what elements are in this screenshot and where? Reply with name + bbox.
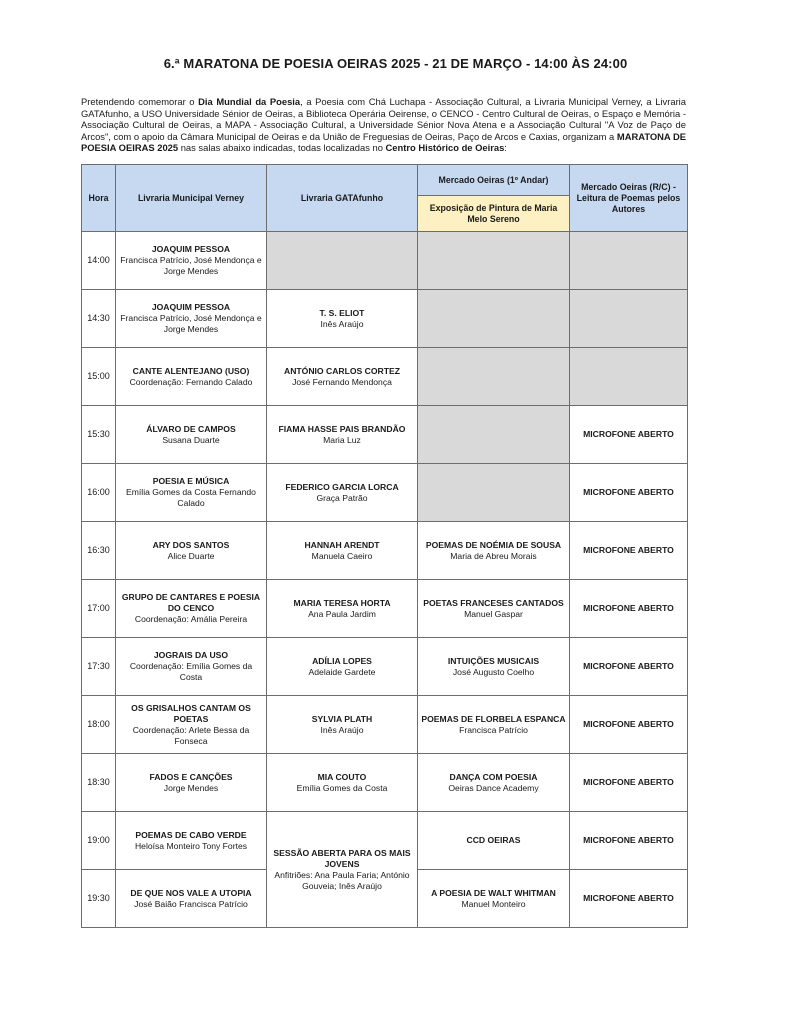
- open-mic-cell: MICROFONE ABERTO: [570, 696, 688, 754]
- event-presenters: Coordenação: Fernando Calado: [129, 376, 253, 387]
- event-title: JOGRAIS DA USO: [153, 650, 229, 660]
- event-title: FADOS E CANÇÕES: [149, 771, 233, 782]
- event-cell-mercado1: [418, 638, 570, 696]
- event-title: INTUIÇÕES MUSICAIS: [447, 655, 540, 666]
- event-presenters: Coordenação: Amália Pereira: [134, 614, 248, 624]
- event-title: OS GRISALHOS CANTAM OS POETAS: [131, 702, 251, 724]
- event-presenters: Inês Araújo: [320, 318, 364, 329]
- event-title: SYLVIA PLATH: [311, 713, 373, 724]
- event-title: MARIA TERESA HORTA: [293, 597, 391, 608]
- empty-slot-cell: [570, 290, 688, 348]
- empty-slot-cell: [418, 464, 570, 522]
- event-cell-verney: [116, 522, 267, 580]
- event-title: POEMAS DE FLORBELA ESPANCA: [421, 713, 566, 724]
- open-mic-cell: MICROFONE ABERTO: [570, 812, 688, 870]
- table-row: [82, 696, 688, 754]
- event-cell-gatafunho: [267, 406, 418, 464]
- event-cell-verney: [116, 580, 267, 638]
- time-cell: 18:00: [82, 696, 116, 754]
- time-cell: 15:00: [82, 348, 116, 406]
- event-title: POEMAS DE NOÉMIA DE SOUSA: [425, 539, 562, 550]
- event-presenters: Graça Patrão: [316, 492, 368, 503]
- empty-slot-cell: [418, 348, 570, 406]
- event-presenters: Alice Duarte: [167, 550, 215, 561]
- open-mic-cell: MICROFONE ABERTO: [570, 522, 688, 580]
- event-presenters: Emília Gomes da Costa: [296, 782, 388, 793]
- event-cell-verney: [116, 290, 267, 348]
- event-cell-verney: [116, 754, 267, 812]
- event-cell-gatafunho: [267, 522, 418, 580]
- intro-text-run: Dia Mundial da Poesia: [198, 96, 301, 107]
- event-cell-verney: [116, 406, 267, 464]
- event-title: DANÇA COM POESIA: [449, 771, 538, 782]
- event-cell-verney: [116, 232, 267, 290]
- event-title: ANTÓNIO CARLOS CORTEZ: [283, 365, 400, 376]
- event-cell-mercado1: [418, 870, 570, 928]
- intro-text-run: MARATONA DE POESIA OEIRAS 2025: [81, 130, 687, 154]
- event-presenters: Maria de Abreu Morais: [450, 550, 537, 561]
- open-mic-cell: MICROFONE ABERTO: [570, 638, 688, 696]
- header-exposicao-pintura: Exposição de Pintura de Maria Melo Sereno: [418, 196, 570, 232]
- event-cell-gatafunho: [267, 348, 418, 406]
- table-row: [82, 754, 688, 812]
- event-presenters: Emília Gomes da Costa Fernando Calado: [126, 487, 256, 508]
- event-title: T. S. ELIOT: [319, 307, 365, 318]
- time-cell: 16:00: [82, 464, 116, 522]
- event-cell-mercado1: [418, 580, 570, 638]
- table-row: [82, 290, 688, 348]
- time-cell: 14:00: [82, 232, 116, 290]
- schedule-table: [81, 164, 688, 928]
- intro-text-run: Pretendendo comemorar o: [81, 96, 199, 107]
- event-presenters: Manuel Monteiro: [461, 898, 526, 909]
- table-row: [82, 348, 688, 406]
- intro-text-run: :: [504, 142, 507, 154]
- event-presenters: Adelaide Gardete: [308, 666, 376, 677]
- time-cell: 15:30: [82, 406, 116, 464]
- table-row: [82, 232, 688, 290]
- table-row: [82, 638, 688, 696]
- time-cell: 19:30: [82, 870, 116, 928]
- event-cell-gatafunho: [267, 754, 418, 812]
- open-mic-cell: MICROFONE ABERTO: [570, 870, 688, 928]
- table-row: [82, 522, 688, 580]
- intro-paragraph: [81, 96, 686, 154]
- event-title: HANNAH ARENDT: [304, 539, 380, 550]
- event-title: GRUPO DE CANTARES E POESIA DO CENCO: [121, 592, 261, 613]
- event-presenters: Coordenação: Arlete Bessa da Fonseca: [132, 724, 250, 746]
- event-cell-gatafunho: [267, 812, 418, 928]
- event-title: ADÍLIA LOPES: [312, 655, 372, 666]
- intro-text-run: Centro Histórico de Oeiras: [385, 142, 505, 154]
- time-cell: 17:00: [82, 580, 116, 638]
- event-presenters: Ana Paula Jardim: [308, 608, 376, 619]
- event-cell-mercado1: [418, 522, 570, 580]
- event-title: FIAMA HASSE PAIS BRANDÃO: [278, 423, 406, 434]
- event-cell-verney: [116, 696, 267, 754]
- event-cell-mercado1: [418, 754, 570, 812]
- time-cell: 17:30: [82, 638, 116, 696]
- event-presenters: Jorge Mendes: [163, 782, 219, 793]
- event-presenters: Oeiras Dance Academy: [448, 782, 539, 793]
- event-title: CCD OEIRAS: [466, 835, 521, 845]
- event-title: POEMAS DE CABO VERDE: [135, 829, 247, 840]
- time-cell: 19:00: [82, 812, 116, 870]
- header-mercado-1-andar: Mercado Oeiras (1º Andar): [418, 165, 570, 196]
- event-cell-gatafunho: [267, 696, 418, 754]
- event-presenters: Maria Luz: [323, 434, 361, 445]
- event-title: A POESIA DE WALT WHITMAN: [431, 887, 556, 898]
- empty-slot-cell: [570, 348, 688, 406]
- event-title: POETAS FRANCESES CANTADOS: [423, 597, 564, 608]
- empty-slot-cell: [570, 232, 688, 290]
- event-presenters: José Baião Francisca Patrício: [134, 898, 248, 909]
- time-cell: 16:30: [82, 522, 116, 580]
- schedule-body: [82, 232, 688, 928]
- empty-slot-cell: [418, 232, 570, 290]
- event-presenters: José Fernando Mendonça: [292, 376, 392, 387]
- header-hora: Hora: [82, 165, 116, 232]
- event-cell-gatafunho: [267, 580, 418, 638]
- event-cell-verney: [116, 464, 267, 522]
- event-title: FEDERICO GARCIA LORCA: [285, 481, 399, 492]
- empty-slot-cell: [267, 232, 418, 290]
- event-presenters: Susana Duarte: [162, 434, 220, 445]
- event-cell-verney: [116, 348, 267, 406]
- event-title: DE QUE NOS VALE A UTOPIA: [130, 887, 252, 898]
- event-cell-gatafunho: [267, 290, 418, 348]
- table-row: [82, 812, 688, 870]
- event-cell-mercado1: [418, 812, 570, 870]
- intro-text-run: nas salas abaixo indicadas, todas localizadas no: [178, 142, 386, 154]
- header-mercado-rc: Mercado Oeiras (R/C) - Leitura de Poemas pelos Autores: [570, 165, 688, 232]
- table-row: [82, 406, 688, 464]
- time-cell: 18:30: [82, 754, 116, 812]
- open-mic-cell: MICROFONE ABERTO: [570, 406, 688, 464]
- event-presenters: Manuel Gaspar: [464, 608, 523, 619]
- event-cell-gatafunho: [267, 638, 418, 696]
- event-title: JOAQUIM PESSOA: [151, 302, 231, 312]
- empty-slot-cell: [418, 290, 570, 348]
- table-row: [82, 580, 688, 638]
- event-presenters: Coordenação: Emília Gomes da Costa: [129, 661, 253, 682]
- event-presenters: Anfitriões: Ana Paula Faria; António Gouveia; Inês Araújo: [274, 869, 410, 891]
- event-cell-verney: [116, 638, 267, 696]
- event-title: JOAQUIM PESSOA: [151, 244, 231, 254]
- empty-slot-cell: [418, 406, 570, 464]
- page-title: 6.ª MARATONA DE POESIA OEIRAS 2025 - 21 DE MARÇO - 14:00 ÀS 24:00: [163, 56, 628, 71]
- event-title: MIA COUTO: [317, 771, 367, 782]
- event-presenters: Francisca Patrício, José Mendonça e Jorge Mendes: [120, 313, 262, 334]
- intro-text-run: , a Poesia com Chá Luchapa - Associação Cultural, a Livraria Municipal Verney, a Livraria GATAfunho, a USO Universidade Sénior de Oeiras, a Biblioteca Operária Oeirense, o CENCO - Centro Cultural de Oeiras, o Espaço e Memória - Associação Cultural de Oeiras, a MAPA - Associação Cultural, a Universidade Sénior Nova Atena e a Associação Cultural "A Voz de Paço de Arcos", com o apoio da Câmara Municipal de Oeiras e da União de Freguesias de Oeiras, Paço de Arcos e Caxias, organizam a: [81, 96, 686, 142]
- event-presenters: José Augusto Coelho: [452, 666, 535, 677]
- event-cell-verney: [116, 812, 267, 870]
- event-cell-gatafunho: [267, 464, 418, 522]
- header-livraria-gatafunho: Livraria GATAfunho: [267, 165, 418, 232]
- open-mic-cell: MICROFONE ABERTO: [570, 754, 688, 812]
- open-mic-cell: MICROFONE ABERTO: [570, 580, 688, 638]
- event-presenters: Manuela Caeiro: [311, 550, 373, 561]
- time-cell: 14:30: [82, 290, 116, 348]
- header-livraria-verney: Livraria Municipal Verney: [116, 165, 267, 232]
- open-mic-cell: MICROFONE ABERTO: [570, 464, 688, 522]
- event-title: CANTE ALENTEJANO (USO): [132, 365, 250, 376]
- event-cell-mercado1: [418, 696, 570, 754]
- event-presenters: Francisca Patrício: [459, 724, 528, 735]
- event-title: SESSÃO ABERTA PARA OS MAIS JOVENS: [273, 847, 411, 869]
- event-title: POESIA E MÚSICA: [152, 476, 230, 486]
- event-presenters: Francisca Patrício, José Mendonça e Jorge Mendes: [120, 255, 262, 276]
- table-row: [82, 464, 688, 522]
- event-presenters: Heloísa Monteiro Tony Fortes: [134, 840, 248, 851]
- event-title: ÁLVARO DE CAMPOS: [146, 423, 236, 434]
- event-title: ARY DOS SANTOS: [152, 539, 230, 550]
- event-presenters: Inês Araújo: [320, 724, 364, 735]
- event-cell-verney: [116, 870, 267, 928]
